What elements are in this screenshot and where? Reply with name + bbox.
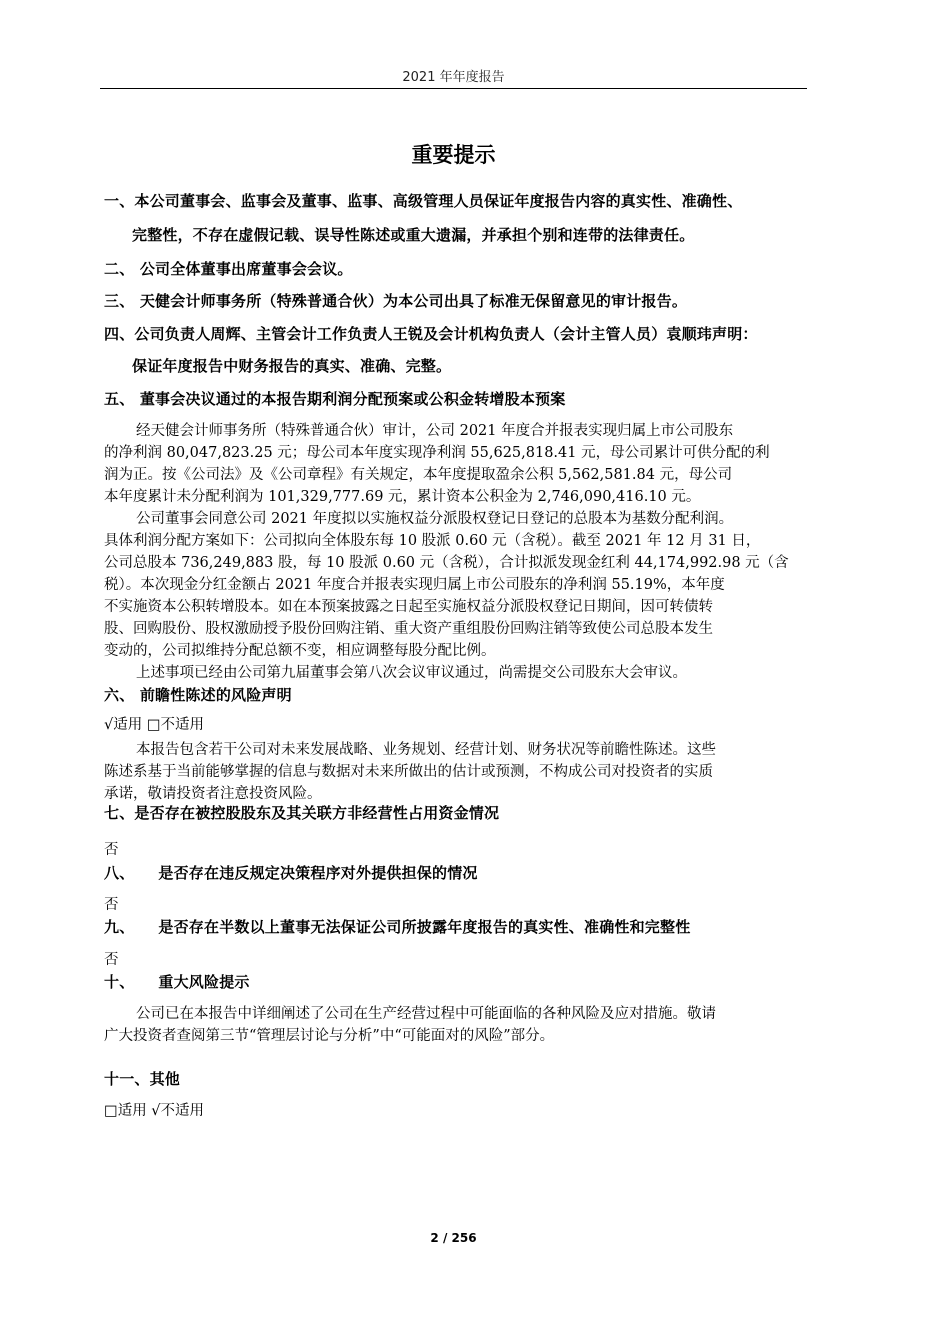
item-seven-heading: 七、是否存在被控股股东及其关联方非经营性占用资金情况 — [104, 804, 500, 822]
item-five-para1-line: 经天健会计师事务所（特殊普通合伙）审计，公司 2021 年度合并报表实现归属上市公司股东 — [136, 423, 734, 439]
item-four-line1: 四、公司负责人周辉、主管会计工作负责人王锐及会计机构负责人（会计主管人员）袁顺玮声明： — [104, 325, 758, 343]
item-six-applicable-checkbox: √适用 □不适用 — [104, 717, 205, 733]
item-ten-heading — [104, 971, 250, 992]
item-nine-answer: 否 — [104, 952, 119, 968]
item-five-para1-line: 润为正。按《公司法》及《公司章程》有关规定，本年度提取盈余公积 5,562,581.84 元，母公司 — [104, 467, 733, 483]
item-five-para3: 上述事项已经由公司第九届董事会第八次会议审议通过，尚需提交公司股东大会审议。 — [136, 665, 687, 681]
item-three: 三、 天健会计师事务所（特殊普通合伙）为本公司出具了标准无保留意见的审计报告。 — [104, 292, 688, 310]
item-eight-answer: 否 — [104, 897, 119, 913]
item-five-para1-line: 的净利润 80,047,823.25 元；母公司本年度实现净利润 55,625,818.41 元，母公司累计可供分配的利 — [104, 445, 770, 461]
item-one-line1: 一、本公司董事会、监事会及董事、监事、高级管理人员保证年度报告内容的真实性、准确性、 — [104, 192, 743, 210]
item-seven-answer: 否 — [104, 842, 119, 858]
item-five-para2-line: 具体利润分配方案如下：公司拟向全体股东每 10 股派 0.60 元（含税）。截至 2021 年 12 月 31 日， — [104, 533, 761, 549]
item-nine-number: 九、 — [104, 918, 135, 936]
item-nine-text: 是否存在半数以上董事无法保证公司所披露年度报告的真实性、准确性和完整性 — [158, 918, 691, 936]
item-five-para2-line: 税）。本次现金分红金额占 2021 年度合并报表实现归属上市公司股东的净利润 55.19%，本年度 — [104, 577, 725, 593]
item-one-line2: 完整性，不存在虚假记载、误导性陈述或重大遗漏，并承担个别和连带的法律责任。 — [132, 226, 695, 244]
item-ten-para-line: 广大投资者查阅第三节“管理层讨论与分析”中“可能面对的风险”部分。 — [104, 1028, 555, 1044]
item-eight-heading — [104, 862, 478, 883]
item-six-para-line: 承诺，敬请投资者注意投资风险。 — [104, 786, 322, 802]
item-five-para2-line: 公司董事会同意公司 2021 年度拟以实施权益分派股权登记日登记的总股本为基数分配利润。 — [136, 511, 734, 527]
item-five-para2-line: 公司总股本 736,249,883 股，每 10 股派 0.60 元（含税），合计拟派发现金红利 44,174,992.98 元（含 — [104, 555, 789, 571]
item-eleven-applicable-checkbox: □适用 √不适用 — [104, 1103, 205, 1119]
header-rule — [100, 88, 807, 89]
item-six-para-line: 陈述系基于当前能够掌握的信息与数据对未来所做出的估计或预测，不构成公司对投资者的实质 — [104, 764, 713, 780]
item-eight-number: 八、 — [104, 864, 135, 882]
item-five-para1-line: 本年度累计未分配利润为 101,329,777.69 元，累计资本公积金为 2,746,090,416.10 元。 — [104, 489, 701, 505]
item-nine-heading — [104, 916, 690, 937]
running-header: 2021 年年度报告 — [402, 70, 505, 85]
item-six-heading: 六、 前瞻性陈述的风险声明 — [104, 686, 292, 704]
item-five-para2-line: 变动的，公司拟维持分配总额不变，相应调整每股分配比例。 — [104, 643, 496, 659]
item-four-line2: 保证年度报告中财务报告的真实、准确、完整。 — [132, 357, 452, 375]
item-ten-text: 重大风险提示 — [158, 973, 250, 991]
item-five-heading: 五、 董事会决议通过的本报告期利润分配预案或公积金转增股本预案 — [104, 390, 566, 408]
item-eleven-heading: 十一、其他 — [104, 1070, 181, 1088]
item-ten-para-line: 公司已在本报告中详细阐述了公司在生产经营过程中可能面临的各种风险及应对措施。敬请 — [136, 1006, 716, 1022]
item-five-para2-line: 不实施资本公积转增股本。如在本预案披露之日起至实施权益分派股权登记日期间，因可转债转 — [104, 599, 713, 615]
item-two: 二、 公司全体董事出席董事会会议。 — [104, 260, 353, 278]
item-ten-number: 十、 — [104, 973, 135, 991]
item-six-para-line: 本报告包含若干公司对未来发展战略、业务规划、经营计划、财务状况等前瞻性陈述。这些 — [136, 742, 716, 758]
item-five-para2-line: 股、回购股份、股权激励授予股份回购注销、重大资产重组股份回购注销等致使公司总股本发生 — [104, 621, 713, 637]
page-title: 重要提示 — [411, 143, 496, 167]
item-eight-text: 是否存在违反规定决策程序对外提供担保的情况 — [158, 864, 478, 882]
page-number: 2 / 256 — [430, 1231, 477, 1245]
